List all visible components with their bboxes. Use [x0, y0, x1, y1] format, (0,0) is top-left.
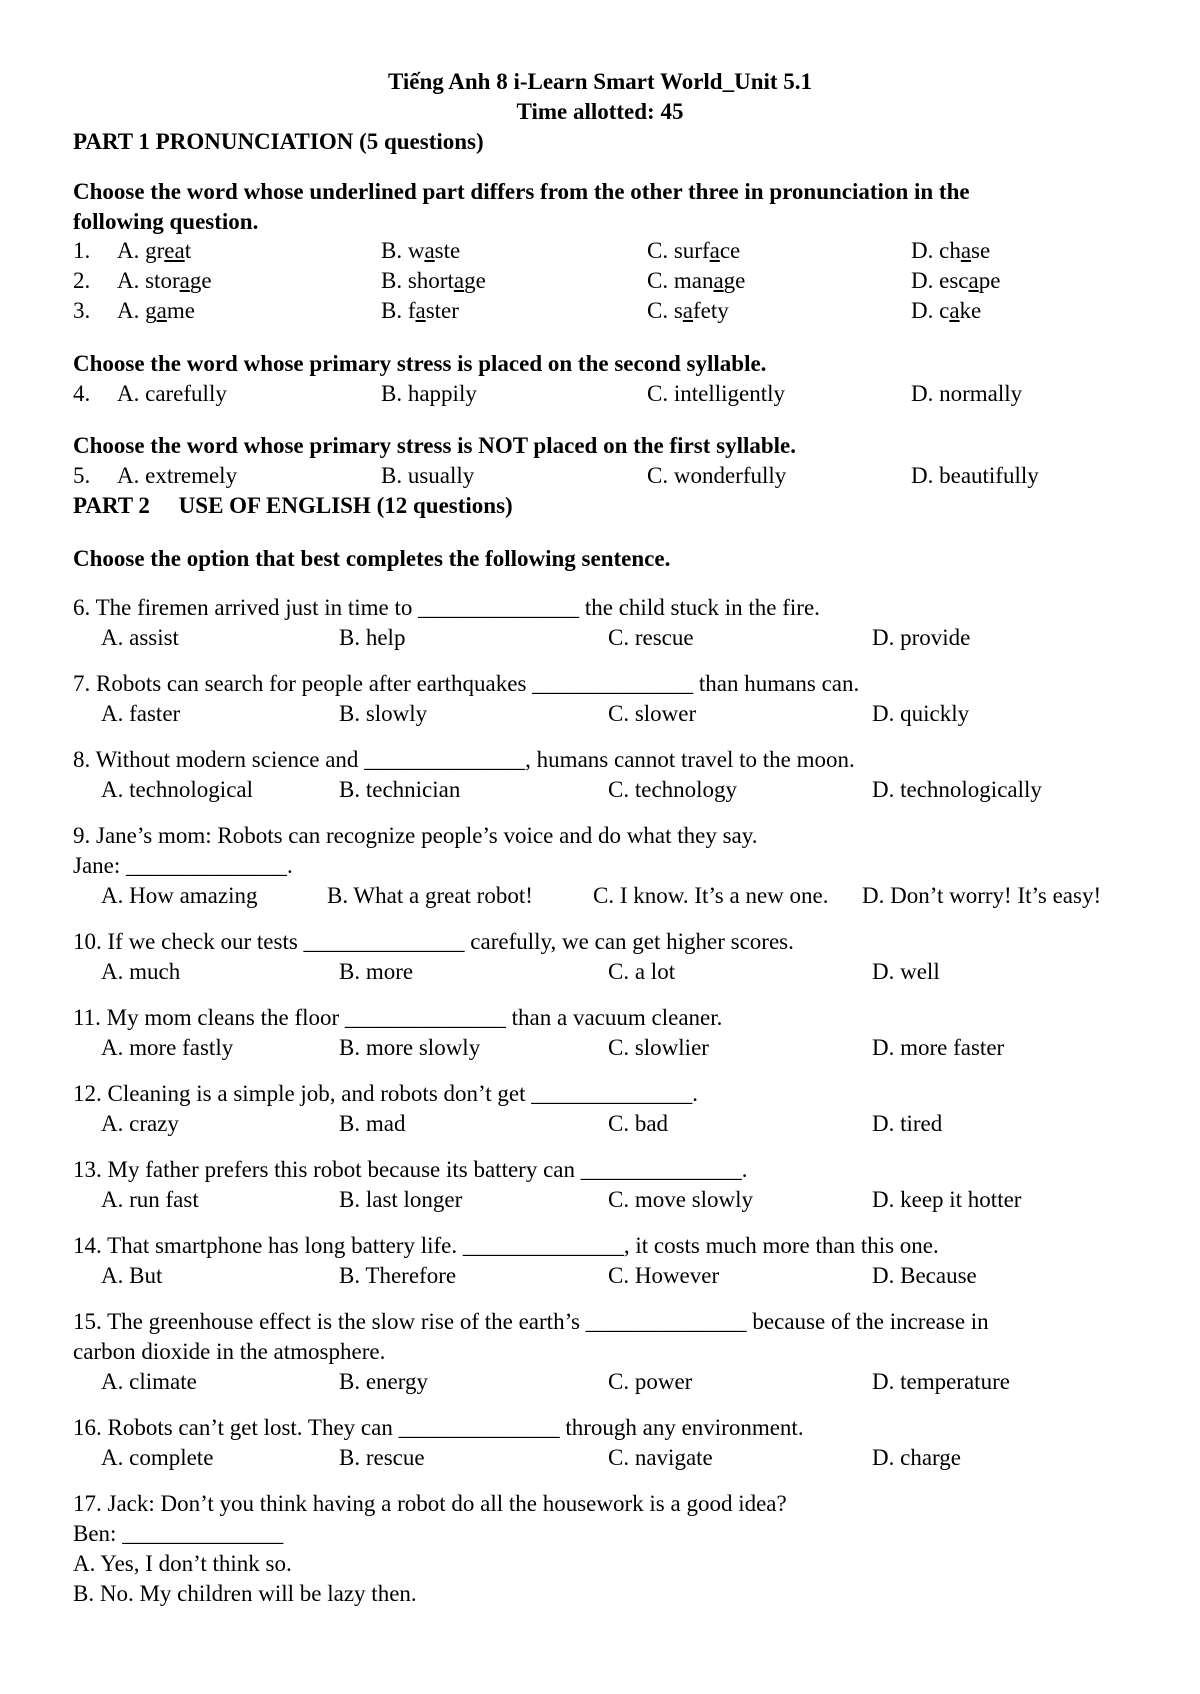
option-b[interactable]: B. shortage: [381, 268, 486, 293]
part1-heading: PART 1 PRONUNCIATION (5 questions): [73, 129, 484, 154]
instruction-stress-not-first: Choose the word whose primary stress is NOT placed on the first syllable.: [73, 433, 797, 458]
option-a[interactable]: A. game: [117, 298, 195, 323]
option-d[interactable]: D. more faster: [872, 1035, 1005, 1060]
option-c[interactable]: C. safety: [647, 298, 729, 323]
option-a[interactable]: A. How amazing: [101, 883, 258, 908]
option-d[interactable]: D. Don’t worry! It’s easy!: [862, 883, 1102, 908]
option-a[interactable]: A. Yes, I don’t think so.: [73, 1551, 292, 1576]
option-d[interactable]: D. Because: [872, 1263, 977, 1288]
part2-heading: PART 2 USE OF ENGLISH (12 questions): [73, 493, 513, 518]
option-b[interactable]: B. faster: [381, 298, 459, 323]
option-c[interactable]: C. a lot: [608, 959, 676, 984]
option-b[interactable]: B. more: [339, 959, 414, 984]
option-a[interactable]: A. technological: [101, 777, 254, 802]
option-c[interactable]: C. manage: [647, 268, 746, 293]
option-b[interactable]: B. happily: [381, 381, 477, 406]
option-b[interactable]: B. energy: [339, 1369, 429, 1394]
instruction-pronunciation-line2: following question.: [73, 209, 259, 234]
question-number: 2.: [73, 268, 91, 293]
option-d[interactable]: D. quickly: [872, 701, 970, 726]
option-d[interactable]: D. beautifully: [911, 463, 1039, 488]
question-stem: 9. Jane’s mom: Robots can recognize people’s voice and do what they say.: [73, 823, 758, 848]
question-stem: 14. That smartphone has long battery life. ______________, it costs much more than this one.: [73, 1233, 939, 1258]
instruction-complete-sentence: Choose the option that best completes the following sentence.: [73, 546, 671, 571]
option-b[interactable]: B. last longer: [339, 1187, 463, 1212]
option-c[interactable]: C. technology: [608, 777, 738, 802]
option-c[interactable]: C. bad: [608, 1111, 669, 1136]
option-c[interactable]: C. power: [608, 1369, 693, 1394]
option-b[interactable]: B. waste: [381, 238, 461, 263]
question-stem: 16. Robots can’t get lost. They can ______________ through any environment.: [73, 1415, 804, 1440]
option-d[interactable]: D. temperature: [872, 1369, 1010, 1394]
question-stem: 8. Without modern science and ______________, humans cannot travel to the moon.: [73, 747, 855, 772]
option-c[interactable]: C. intelligently: [647, 381, 785, 406]
option-c[interactable]: C. rescue: [608, 625, 694, 650]
question-stem: 11. My mom cleans the floor ______________ than a vacuum cleaner.: [73, 1005, 723, 1030]
question-stem: 12. Cleaning is a simple job, and robots don’t get ______________.: [73, 1081, 698, 1106]
question-stem: 10. If we check our tests ______________ carefully, we can get higher scores.: [73, 929, 794, 954]
option-d[interactable]: D. normally: [911, 381, 1023, 406]
option-c[interactable]: C. surface: [647, 238, 741, 263]
question-number: 5.: [73, 463, 91, 488]
option-a[interactable]: A. great: [117, 238, 192, 263]
question-stem-line2: Ben: ______________: [73, 1521, 284, 1546]
option-c[interactable]: C. wonderfully: [647, 463, 787, 488]
option-b[interactable]: B. technician: [339, 777, 461, 802]
option-c[interactable]: C. I know. It’s a new one.: [593, 883, 829, 908]
option-d[interactable]: D. cake: [911, 298, 982, 323]
question-stem: 13. My father prefers this robot because its battery can ______________.: [73, 1157, 748, 1182]
option-b[interactable]: B. slowly: [339, 701, 428, 726]
option-b[interactable]: B. What a great robot!: [327, 883, 533, 908]
option-b[interactable]: B. Therefore: [339, 1263, 457, 1288]
option-d[interactable]: D. technologically: [872, 777, 1042, 802]
option-a[interactable]: A. extremely: [117, 463, 238, 488]
option-d[interactable]: D. chase: [911, 238, 991, 263]
question-stem: 7. Robots can search for people after earthquakes ______________ than humans can.: [73, 671, 860, 696]
option-b[interactable]: B. mad: [339, 1111, 406, 1136]
worksheet-title: Tiếng Anh 8 i-Learn Smart World_Unit 5.1: [387, 69, 813, 94]
option-a[interactable]: A. much: [101, 959, 181, 984]
option-a[interactable]: A. carefully: [117, 381, 227, 406]
option-b[interactable]: B. rescue: [339, 1445, 425, 1470]
option-c[interactable]: C. navigate: [608, 1445, 713, 1470]
question-number: 1.: [73, 238, 91, 263]
option-d[interactable]: D. escape: [911, 268, 1001, 293]
option-d[interactable]: D. well: [872, 959, 940, 984]
option-a[interactable]: A. faster: [101, 701, 181, 726]
question-stem: 6. The firemen arrived just in time to ______________ the child stuck in the fire.: [73, 595, 820, 620]
question-stem-line2: carbon dioxide in the atmosphere.: [73, 1339, 386, 1364]
option-b[interactable]: B. more slowly: [339, 1035, 481, 1060]
option-c[interactable]: C. move slowly: [608, 1187, 754, 1212]
instruction-pronunciation-line1: Choose the word whose underlined part differs from the other three in pronunciation in the: [73, 179, 970, 204]
option-b[interactable]: B. usually: [381, 463, 475, 488]
question-stem-line2: Jane: ______________.: [73, 853, 293, 878]
option-a[interactable]: A. complete: [101, 1445, 214, 1470]
option-c[interactable]: C. slower: [608, 701, 697, 726]
option-d[interactable]: D. charge: [872, 1445, 961, 1470]
option-c[interactable]: C. However: [608, 1263, 720, 1288]
question-stem: 15. The greenhouse effect is the slow rise of the earth’s ______________ because of the increase in: [73, 1309, 989, 1334]
option-c[interactable]: C. slowlier: [608, 1035, 709, 1060]
time-allotted: Time allotted: 45: [516, 99, 684, 124]
option-a[interactable]: A. But: [101, 1263, 163, 1288]
option-a[interactable]: A. storage: [117, 268, 212, 293]
option-a[interactable]: A. crazy: [101, 1111, 179, 1136]
option-d[interactable]: D. tired: [872, 1111, 943, 1136]
option-a[interactable]: A. run fast: [101, 1187, 199, 1212]
question-number: 3.: [73, 298, 91, 323]
option-d[interactable]: D. provide: [872, 625, 971, 650]
question-number: 4.: [73, 381, 91, 406]
question-stem: 17. Jack: Don’t you think having a robot do all the housework is a good idea?: [73, 1491, 787, 1516]
option-b[interactable]: B. help: [339, 625, 406, 650]
option-b[interactable]: B. No. My children will be lazy then.: [73, 1581, 417, 1606]
option-a[interactable]: A. climate: [101, 1369, 197, 1394]
instruction-stress-second: Choose the word whose primary stress is placed on the second syllable.: [73, 351, 767, 376]
option-d[interactable]: D. keep it hotter: [872, 1187, 1022, 1212]
option-a[interactable]: A. more fastly: [101, 1035, 234, 1060]
option-a[interactable]: A. assist: [101, 625, 179, 650]
